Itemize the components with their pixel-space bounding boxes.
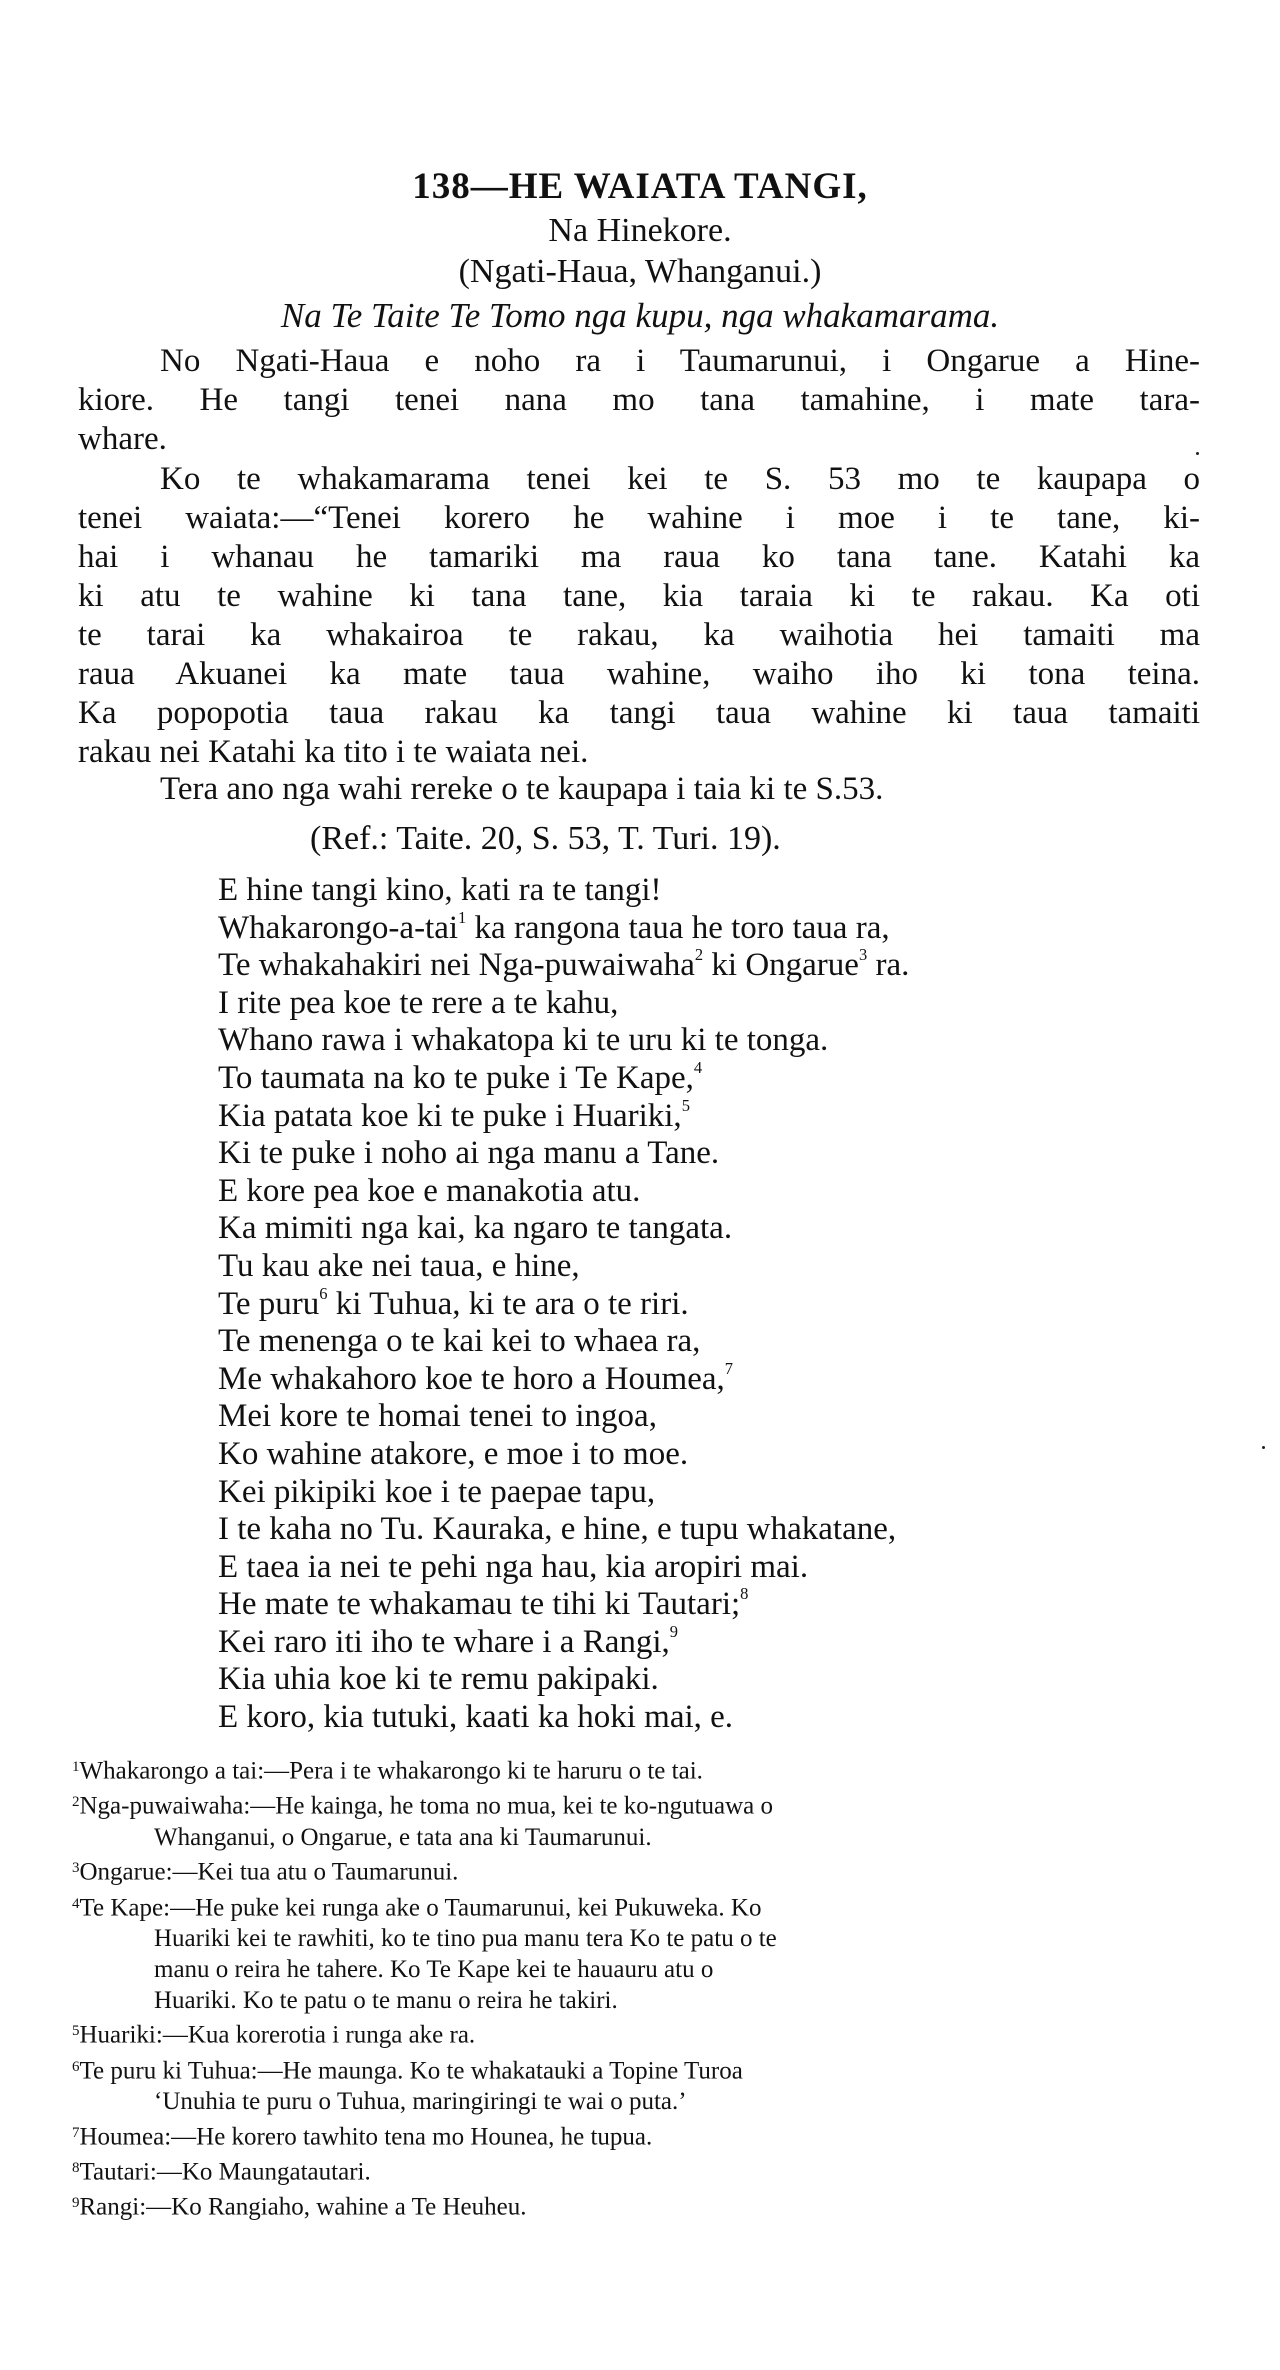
- poem-text: ra.: [867, 947, 910, 984]
- poem-line: [218, 1173, 1218, 1211]
- footnote-marker: 2: [694, 945, 704, 965]
- footnote-text: manu o reira he tahere. Ko Te Kape kei te hauauru atu o: [154, 1955, 714, 1983]
- intro-line: kiore. He tangi tenei nana mo tana tamahine, i mate tara-: [78, 382, 1200, 418]
- poem-text: Whano rawa i whakatopa ki te uru ki te tonga.: [218, 1022, 829, 1059]
- poem-line: [218, 1095, 1218, 1136]
- poem-line: [218, 1549, 1218, 1587]
- explanation-line: ki atu te wahine ki tana tane, kia taraia ki te rakau. Ka oti: [78, 578, 1200, 614]
- footnote-marker: 9: [669, 1622, 679, 1642]
- print-speck: [1262, 1446, 1265, 1449]
- footnote-marker: 5: [681, 1095, 690, 1115]
- intro-paragraph: [78, 342, 1200, 459]
- footnote: [72, 1752, 1202, 1787]
- poem-text: Kei raro iti iho te whare i a Rangi,: [218, 1623, 670, 1660]
- explanation-paragraph: [78, 460, 1200, 772]
- explanation-line: Ka popopotia taua rakau ka tangi taua wahine ki taua tamaiti: [78, 695, 1200, 731]
- variant-note: [160, 770, 1200, 809]
- footnote-text: Te puru ki Tuhua:—He maunga. Ko te whakatauki a Topine Turoa: [79, 2057, 743, 2085]
- footnote: [72, 2016, 1202, 2051]
- intro-line: whare.: [78, 421, 167, 457]
- footnote: [72, 2188, 1202, 2223]
- poem-text: Te menenga o te kai kei to whaea ra,: [218, 1323, 701, 1360]
- poem-text: Ki te puke i noho ai nga manu a Tane.: [218, 1135, 720, 1172]
- print-speck: [1196, 452, 1199, 455]
- footnote-line: [72, 2052, 1202, 2087]
- footnote-number: 9: [72, 2195, 80, 2212]
- poem-text: Ka mimiti nga kai, ka ngaro te tangata.: [218, 1210, 733, 1247]
- footnote-text: Huariki. Ko te patu o te manu o reira he takiri.: [154, 1986, 618, 2014]
- poem-line: [218, 1474, 1218, 1512]
- poem-text: ki Ongarue: [703, 947, 859, 984]
- footnote-line: [72, 1986, 1202, 2017]
- poem-text: He mate te whakamau te tihi ki Tautari;: [218, 1586, 741, 1623]
- explanation-line: te tarai ka whakairoa te rakau, ka waihotia hei tamaiti ma: [78, 617, 1200, 653]
- intro-line: No Ngati-Haua e noho ra i Taumarunui, i Ongarue a Hine-: [160, 343, 1200, 379]
- poem-line: [218, 1283, 1218, 1324]
- poem-line: [218, 1248, 1218, 1286]
- poem-line: [218, 872, 1218, 910]
- poem-text: Whakarongo-a-tai: [218, 909, 459, 946]
- footnote-line: [72, 2087, 1202, 2118]
- footnote-line: [72, 1889, 1202, 1924]
- poem-line: [218, 1511, 1218, 1549]
- variant-note-line: Tera ano nga wahi rereke o te kaupapa i taia ki te S.53.: [160, 771, 884, 807]
- footnote: [72, 2153, 1202, 2188]
- footnote-marker: 4: [693, 1058, 703, 1078]
- footnote-number: 7: [72, 2124, 80, 2141]
- poem-line: [218, 1358, 1218, 1399]
- poem-line: [218, 1210, 1218, 1248]
- footnote: [72, 1853, 1202, 1888]
- footnote-number: 5: [72, 2023, 80, 2040]
- footnote-line: [72, 1955, 1202, 1986]
- annotator-credit: Na Te Taite Te Tomo nga kupu, nga whakamarama.: [280, 296, 1000, 335]
- poem-text: E kore pea koe e manakotia atu.: [218, 1172, 641, 1209]
- footnote-marker: 1: [458, 907, 467, 927]
- poem-line: [218, 947, 1218, 985]
- poem-verse: [218, 872, 1218, 1737]
- footnote-marker: 7: [724, 1358, 733, 1378]
- poem-line: [218, 1661, 1218, 1699]
- poem-text: To taumata na ko te puke i Te Kape,: [218, 1059, 694, 1096]
- footnote: [72, 1889, 1202, 2017]
- poem-text: Kia patata koe ki te puke i Huariki,: [218, 1097, 682, 1134]
- footnote-line: [72, 2118, 1202, 2153]
- footnote-line: [72, 2188, 1202, 2223]
- poem-line: [218, 1060, 1218, 1098]
- poem-line: [218, 1022, 1218, 1060]
- poem-text: I te kaha no Tu. Kauraka, e hine, e tupu whakatane,: [218, 1511, 897, 1548]
- footnote-number: 4: [72, 1895, 80, 1912]
- poem-line: [218, 1624, 1218, 1662]
- footnote-marker: 6: [319, 1283, 328, 1303]
- footnote-number: 2: [72, 1794, 80, 1811]
- footnote-text: Nga-puwaiwaha:—He kainga, he toma no mua, kei te ko-ngutuawa o: [79, 1792, 774, 1820]
- footnote-text: Te Kape:—He puke kei runga ake o Taumarunui, kei Pukuweka. Ko: [79, 1894, 762, 1922]
- poem-line: [218, 907, 1218, 948]
- footnote-line: [72, 1823, 1202, 1854]
- footnote-line: [72, 1924, 1202, 1955]
- poem-text: Te whakahakiri nei Nga-puwaiwaha: [218, 947, 695, 984]
- poem-text: Mei kore te homai tenei to ingoa,: [218, 1398, 657, 1435]
- footnote-text: ‘Unuhia te puru o Tuhua, maringiringi te wai o puta.’: [154, 2087, 687, 2115]
- poem-line: [218, 1135, 1218, 1173]
- footnote-number: 3: [72, 1860, 80, 1877]
- song-author: Na Hinekore.: [548, 212, 732, 249]
- footnote-number: 1: [72, 1759, 80, 1775]
- footnote-text: Whakarongo a tai:—Pera i te whakarongo ki te haruru o te tai.: [79, 1757, 703, 1785]
- explanation-line: Ko te whakamarama tenei kei te S. 53 mo te kaupapa o: [160, 461, 1200, 497]
- footnote-line: [72, 2153, 1202, 2188]
- poem-line: [218, 1586, 1218, 1624]
- song-tribe: (Ngati-Haua, Whanganui.): [458, 253, 822, 290]
- explanation-line: raua Akuanei ka mate taua wahine, waiho iho ki tona teina.: [78, 656, 1200, 692]
- poem-text: E koro, kia tutuki, kaati ka hoki mai, e.: [218, 1699, 734, 1736]
- song-title: 138—HE WAIATA TANGI,: [412, 166, 868, 207]
- poem-text: E hine tangi kino, kati ra te tangi!: [218, 872, 662, 908]
- poem-text: ka rangona taua he toro taua ra,: [466, 909, 890, 946]
- footnote-text: Houmea:—He korero tawhito tena mo Hounea, he tupua.: [79, 2123, 653, 2151]
- footnote-line: [72, 1853, 1202, 1888]
- poem-text: Me whakahoro koe te horo a Houmea,: [218, 1360, 725, 1397]
- poem-line: [218, 1436, 1218, 1474]
- footnote-line: [72, 2016, 1202, 2051]
- explanation-line: rakau nei Katahi ka tito i te waiata nei.: [78, 734, 589, 770]
- footnote-text: Ongarue:—Kei tua atu o Taumarunui.: [79, 1858, 459, 1886]
- footnote-marker: 3: [858, 945, 868, 965]
- poem-line: [218, 1699, 1218, 1737]
- explanation-line: tenei waiata:—“Tenei korero he wahine i moe i te tane, ki-: [78, 500, 1200, 536]
- footnote-text: Whanganui, o Ongarue, e tata ana ki Taumarunui.: [154, 1823, 652, 1851]
- poem-text: Tu kau ake nei taua, e hine,: [218, 1247, 580, 1284]
- poem-line: [218, 1323, 1218, 1361]
- footnote-number: 6: [72, 2058, 80, 2075]
- footnote: [72, 2052, 1202, 2118]
- poem-text: I rite pea koe te rere a te kahu,: [218, 984, 619, 1021]
- footnote-line: [72, 1787, 1202, 1822]
- poem-line: [218, 985, 1218, 1023]
- poem-text: E taea ia nei te pehi nga hau, kia aropiri mai.: [218, 1548, 809, 1585]
- footnote: [72, 2118, 1202, 2153]
- reference-line: (Ref.: Taite. 20, S. 53, T. Turi. 19).: [310, 820, 781, 857]
- poem-line: [218, 1398, 1218, 1436]
- poem-text: Kei pikipiki koe i te paepae tapu,: [218, 1473, 656, 1510]
- poem-text: Ko wahine atakore, e moe i to moe.: [218, 1435, 689, 1472]
- footnote-text: Rangi:—Ko Rangiaho, wahine a Te Heuheu.: [79, 2193, 527, 2221]
- footnote: [72, 1787, 1202, 1853]
- footnotes: [72, 1752, 1202, 2224]
- footnote-number: 8: [72, 2160, 80, 2177]
- explanation-line: hai i whanau he tamariki ma raua ko tana tane. Katahi ka: [78, 539, 1200, 575]
- footnote-marker: 8: [740, 1584, 749, 1604]
- footnote-text: Tautari:—Ko Maungatautari.: [79, 2158, 371, 2186]
- footnote-text: Huariki:—Kua korerotia i runga ake ra.: [79, 2021, 476, 2049]
- poem-text: Te puru: [218, 1285, 320, 1322]
- poem-text: Kia uhia koe ki te remu pakipaki.: [218, 1661, 659, 1698]
- footnote-line: [72, 1752, 1202, 1787]
- poem-text: ki Tuhua, ki te ara o te riri.: [327, 1285, 689, 1322]
- footnote-text: Huariki kei te rawhiti, ko te tino pua manu tera Ko te patu o te: [154, 1924, 777, 1952]
